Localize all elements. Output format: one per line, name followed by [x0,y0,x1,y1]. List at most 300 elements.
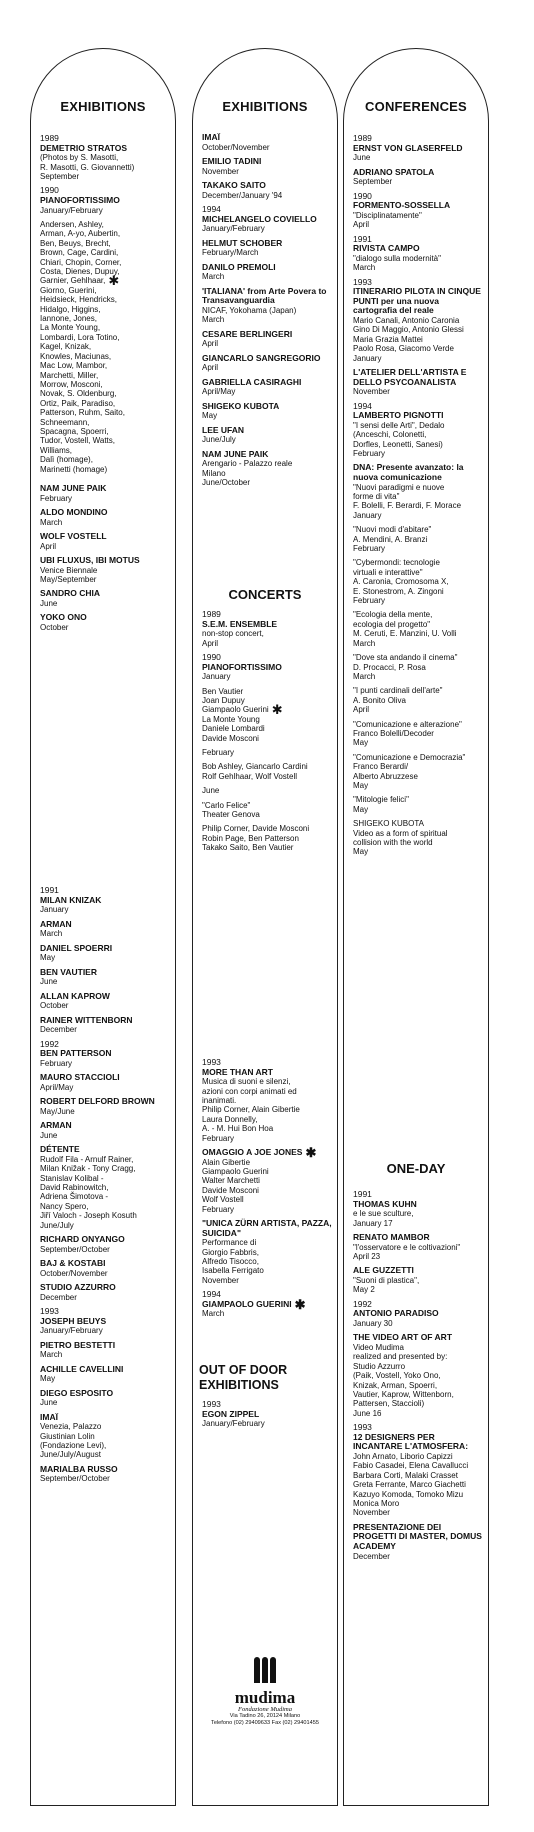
entry-line [40,929,171,938]
entry-line [202,1134,333,1143]
entry-line [40,436,171,445]
entry-line [202,248,333,257]
entry-line [353,1352,484,1361]
entry-line [40,1269,171,1278]
entry-line-text: Dorfles, Leonetti, Sanesi) [353,439,443,449]
entry-name [40,1413,171,1423]
entry-line-text: Giustinian Lolin [40,1431,95,1441]
entry-line-text: March [202,1309,225,1319]
exhibitions-list-1a [40,129,171,637]
entry-line [353,335,484,344]
entry-year: 1991 [40,885,59,895]
entry-line [40,295,171,304]
entry-line [202,167,333,176]
entry-line-text: December/January '94 [202,190,283,200]
entry-line-text: May [353,780,369,790]
entry-line-text: November [353,1508,390,1518]
entry-line-text: February [353,596,386,606]
list-item [202,801,333,820]
entry-name-text: IMAÏ [40,1411,58,1422]
entry-line-text: October/November [40,1268,108,1278]
entry-line-text: virtuali e interattive" [353,567,423,577]
entry-line [202,435,333,444]
entry-name [40,1341,171,1351]
entry-line [202,748,333,757]
entry-name-text: RICHARD ONYANGO [40,1234,125,1245]
entry-line-text: Venezia, Palazzo [40,1422,102,1432]
entry-name-text: ITINERARIO PILOTA IN CINQUE PUNTI per una nuova cartografia del reale [353,286,481,316]
entry-name [40,920,171,930]
entry-line-text: December [353,1551,390,1561]
list-item [353,402,484,459]
entry-line-text: "Mitologie felici" [353,795,409,805]
entry-line [202,1115,333,1124]
list-item [353,1233,484,1261]
entry-line [40,1164,171,1173]
entry-line-text: June [40,977,58,987]
list-item [202,402,333,421]
list-item [353,720,484,748]
entry-line-text: September [40,172,80,181]
entry-year: 1994 [202,1289,221,1300]
entry-line-text: Greta Ferrante, Marco Giachetti [353,1480,466,1490]
entry-line-text: realized and presented by: [353,1352,448,1362]
entry-line [40,371,171,380]
entry-line-text: Giorgio Fabbris, [202,1247,259,1257]
list-item [202,1400,333,1429]
entry-name [40,1259,171,1269]
list-item [40,1389,171,1408]
entry-line [40,1474,171,1483]
entry-line [40,1083,171,1092]
entry-line-text: Maria Grazia Mattei [353,334,423,344]
entry-line [40,361,171,370]
entry-line-text: Monica Moro [353,1499,400,1509]
entry-line-text: Walter Marchetti [202,1176,260,1186]
entry-line [40,399,171,408]
entry-line-text: December [40,1292,77,1302]
entry-line-text: Arman, A-yo, Aubertin, [40,229,121,239]
entry-line-text: Costa, Dienes, Dupuy, [40,267,120,277]
entry-name-text: ANTONIO PARADISO [353,1308,439,1319]
list-item [202,1290,333,1319]
entry-line [353,781,484,790]
entry-line-text: D. Procacci, P. Rosa [353,662,426,672]
entry-name-text: DIEGO ESPOSITO [40,1387,114,1398]
entry-line [353,596,484,605]
entry-year: 1991 [353,1189,372,1199]
list-item [40,1016,171,1035]
entry-line [202,339,333,348]
entry-name-text: PIANOFORTISSIMO [40,195,120,205]
entry-line-text: (Paik, Vostell, Yoko Ono, [353,1371,441,1381]
entry-year: 1993 [353,276,372,287]
list-item [202,239,333,258]
entry-line [353,672,484,681]
entry-line-text: Davide Mosconi [202,1185,259,1195]
entry-name [202,287,333,306]
list-item [202,786,333,795]
list-item [353,463,484,520]
entry-name-text: WOLF VOSTELL [40,530,107,541]
entry-line-text: Arengario - Palazzo reale [202,459,293,469]
entry-line [40,1211,171,1220]
entry-line-text: Spacagna, Spoerri, [40,426,109,436]
entry-line [202,1087,333,1096]
entry-line-text: forme di vita" [353,492,400,501]
entry-name-text: EGON ZIPPEL [202,1408,260,1419]
entry-line [353,753,484,762]
entry-line-text: Venice Biennale [40,565,98,575]
entry-name-text: UBI FLUXUS, IBI MOTUS [40,554,140,565]
entry-line [202,1205,333,1214]
entry-line [40,323,171,332]
entry-line-text: May/September [40,574,97,584]
entry-name [202,354,333,364]
entry-line-text: "Nuovi paradigmi e nuove [353,482,445,492]
entry-name [40,589,171,599]
outdoor-list [202,1395,333,1434]
entry-line [40,1245,171,1254]
entry-line-text: May/June [40,1106,75,1116]
entry-line-text: March [202,272,225,282]
list-item [40,992,171,1011]
entry-line [40,258,171,267]
entry-line-text: December [40,1025,77,1035]
entry-line-text: January/February [202,1419,265,1429]
entry-name [40,992,171,1002]
conferences-list [353,129,484,862]
entry-line [353,568,484,577]
entry-line-text: Robin Page, Ben Patterson [202,833,299,843]
entry-name [202,1296,333,1312]
entry-line-text: Lombardi, Lora Totino, [40,332,120,342]
entry-name-text: ALE GUZZETTI [353,1265,414,1276]
entry-year: 1989 [202,609,221,619]
entry-name-text: EMILIO TADINI [202,156,262,166]
entry-line [40,977,171,986]
entry-line [40,273,171,289]
list-item [40,1259,171,1278]
entry-line [353,1209,484,1218]
list-item [202,1144,333,1214]
entry-line [353,686,484,695]
entry-name [353,1333,484,1343]
entry-year: 1994 [353,400,372,411]
entry-line-text: Musica di suoni e silenzi, [202,1077,291,1087]
entry-line [40,1202,171,1211]
entry-name-text: DEMETRIO STRATOS [40,142,128,153]
entry-name [40,1073,171,1083]
entry-line-text: Rolf Gehlhaar, Wolf Vostell [202,771,298,781]
entry-line [353,620,484,629]
entry-line-text: Video Mudima [353,1343,404,1352]
entry-line-text: NICAF, Yokohama (Japan) [202,305,297,315]
entry-name-text: YOKO ONO [40,612,87,623]
entry-name [202,157,333,167]
entry-line-text: "dialogo sulla modernità" [353,253,441,263]
entry-name-text: CESARE BERLINGERI [202,328,293,339]
exhibitions-column-2 [192,48,338,1806]
entry-line [202,687,333,696]
entry-line-text: Dalì (homage), [40,455,93,465]
entry-line [40,1107,171,1116]
entry-line-text: October [40,622,69,632]
entry-line-text: M. Ceruti, E. Manzini, U. Volli [353,629,457,639]
entry-line [353,738,484,747]
entry-line-text: F. Bolelli, F. Berardi, F. Morace [353,501,462,511]
entry-line [353,1243,484,1252]
entry-line [353,829,484,838]
entry-name-text: ALLAN KAPROW [40,990,110,1001]
list-item [202,610,333,648]
entry-line [353,254,484,263]
entry-name [353,168,484,178]
entry-line-text: Studio Azzurro [353,1361,406,1371]
list-item [40,1040,171,1069]
entry-line-text: Franco Berardi/ [353,762,409,772]
entry-line-text: Knowles, Maciunas, [40,351,112,361]
entry-name [40,1097,171,1107]
entry-line [40,542,171,551]
entry-line [40,352,171,361]
entry-name-text: NAM JUNE PAIK [40,482,107,493]
entry-line-text: Hidalgo, Higgins, [40,304,101,314]
entry-line-text: February [40,493,73,503]
entry-line [202,824,333,833]
entry-line [353,1371,484,1380]
entry-line-text: June [40,1398,58,1408]
list-item [40,134,171,181]
entry-line-text: April/May [202,387,236,397]
entry-line-text: June/July/August [40,1450,101,1460]
entry-name-text: STUDIO AZZURRO [40,1282,116,1293]
entry-line-text: November [202,166,239,176]
entry-name-text: MICHELANGELO COVIELLO [202,213,317,224]
entry-year: 1989 [40,133,59,143]
entry-name-text: MARIALBA RUSSO [40,1463,118,1474]
entry-line-text: E. Stonestrom, A. Zingoni [353,586,444,596]
entry-line [353,587,484,596]
entry-name-text: ERNST VON GLASERFELD [353,142,463,153]
entry-line-text: Mario Canali, Antonio Caronia [353,315,460,325]
entry-line [353,805,484,814]
entry-name [202,1219,333,1238]
entry-line [202,810,333,819]
entry-line-text: April [202,638,219,648]
list-item [40,944,171,963]
entry-name-text: BAJ & KOSTABI [40,1258,106,1269]
entry-name-text: ACHILLE CAVELLINI [40,1363,124,1374]
list-item [353,168,484,187]
entry-line [202,1248,333,1257]
entry-name-text: DANILO PREMOLI [202,261,276,272]
entry-year: 1990 [202,652,221,662]
entry-name [202,133,333,143]
entry-line-text: October/November [202,142,270,152]
entry-line-text: Fabio Casadei, Elena Cavallucci [353,1461,469,1471]
list-item [40,220,171,474]
entry-name [40,144,171,154]
entry-name [40,532,171,542]
list-item [353,1190,484,1228]
entry-line [202,715,333,724]
entry-line-text: "Disciplinatamente" [353,210,422,220]
entry-line [202,1176,333,1185]
list-item [40,589,171,608]
entry-name-text: 'ITALIANA' from Arte Povera to Transavanguardia [202,285,327,306]
entry-name-text: OMAGGIO A JOE JONES [202,1147,303,1158]
entry-line-text: Marinetti (homage) [40,464,108,474]
entry-line [40,1422,171,1431]
entry-name-text: THOMAS KUHN [353,1198,417,1209]
entry-line [353,421,484,430]
oneday-title: ONE-DAY [386,1161,446,1176]
entry-line [353,1471,484,1480]
entry-line-text: May [40,953,56,963]
entry-line [353,316,484,325]
entry-line [202,1257,333,1266]
list-item [353,1266,484,1294]
entry-line-text: Bob Ashley, Giancarlo Cardini [202,762,308,772]
list-item [40,613,171,632]
entry-line [202,672,333,681]
entry-line-text: A. Bonito Oliva [353,695,406,705]
entry-line [202,724,333,733]
entry-line-text: Wolf Vostell [202,1195,244,1205]
entry-line-text: September [353,177,393,187]
entry-line-text: "I sensi delle Arti", Dedalo [353,420,445,430]
entry-line [353,720,484,729]
entry-name-text: GIANCARLO SANGREGORIO [202,352,321,363]
entry-line-text: April [353,705,370,715]
entry-line [353,838,484,847]
entry-line [353,1409,484,1418]
entry-line-text: Garnier, Gehlhaar, [40,276,106,286]
list-item [202,354,333,373]
list-item [353,686,484,714]
outdoor-title-block [199,1363,333,1393]
entry-name-text: ARMAN [40,1120,72,1131]
list-item [40,920,171,939]
entry-line-text: Kazuyo Komoda, Tomoko Mizu [353,1489,464,1499]
entry-line-text: "I punti cardinali dell'arte" [353,686,443,696]
entry-year: 1993 [202,1057,221,1067]
entry-line-text: March [353,263,376,273]
entry-year: 1990 [40,185,59,196]
entry-line-text: June/July [202,435,236,445]
entry-line [202,1266,333,1275]
entry-line [353,344,484,353]
entry-line-text: "Dove sta andando il cinema" [353,653,458,663]
entry-line [40,1192,171,1201]
entry-line [353,1362,484,1371]
entry-line-text: Iannone, Jones, [40,314,97,324]
entry-name-text: RIVISTA CAMPO [353,243,420,254]
asterisk-icon: ✱ [305,1144,317,1160]
entry-line [353,772,484,781]
list-item [40,1235,171,1254]
entry-line [40,427,171,436]
entry-name [40,1016,171,1026]
entry-line [353,263,484,272]
mudima-logo-mark [254,1657,276,1683]
list-item [40,1341,171,1360]
entry-line-text: SHIGEKO KUBOTA [353,819,424,829]
entry-name-text: GABRIELLA CASIRAGHI [202,376,302,387]
entry-line-text: (Photos by S. Masotti, [40,153,119,163]
entry-line-text: Alberto Abruzzese [353,771,418,781]
entry-line [202,702,333,718]
entry-line-text: June [40,598,58,608]
entry-line [353,1219,484,1228]
entry-line-text: June [353,153,371,163]
entry-year: 1991 [353,233,372,244]
list-item [353,525,484,553]
list-item [40,1097,171,1116]
entry-line [202,478,333,487]
entry-line [353,492,484,501]
entry-line-text: Heidsieck, Hendricks, [40,295,117,305]
entry-line [202,696,333,705]
list-item [353,1333,484,1418]
list-item [202,762,333,781]
entry-name [353,201,484,211]
entry-line [353,762,484,771]
entry-name [40,1283,171,1293]
entry-line [40,314,171,323]
entry-line-text: January/February [40,205,103,215]
entry-line-text: September/October [40,1244,110,1254]
entry-line [202,387,333,396]
entry-line [40,305,171,314]
entry-line-text: Giorno, Guerini, [40,285,97,295]
entry-name [353,1309,484,1319]
entry-line [202,1309,333,1318]
list-item [202,133,333,152]
entry-name [40,1049,171,1059]
entry-line [353,1399,484,1408]
entry-name [202,1144,333,1160]
entry-name-text: "UNICA ZÜRN ARTISTA, PAZZA, SUICIDA" [202,1218,332,1238]
entry-name [353,1200,484,1210]
entry-line [40,248,171,257]
entry-line [353,325,484,334]
entry-line-text: January [353,510,382,520]
entry-line-text: May [353,804,369,814]
entry-name [40,1365,171,1375]
list-item [202,287,333,325]
asterisk-icon: ✱ [108,273,120,289]
list-item [40,508,171,527]
entry-line [40,905,171,914]
entry-year: 1994 [202,204,221,214]
entry-name-text: FORMENTO-SOSSELLA [353,200,451,211]
entry-line-text: March [202,315,225,325]
entry-name-text: DÉTENTE [40,1144,80,1155]
entry-line [202,1419,333,1428]
entry-line [40,1398,171,1407]
entry-line [40,408,171,417]
entry-line-text: January 17 [353,1218,393,1228]
entry-line [40,1059,171,1068]
list-item [353,278,484,363]
entry-line-text: A. Caronia, Cromosoma X, [353,577,449,587]
entry-name-text: L'ATELIER DELL'ARTISTA E DELLO PSYCOANALISTA [353,367,467,387]
entry-line-text: A. - M. Hui Bon Hoa [202,1124,274,1134]
entry-line-text: collision with the world [353,838,433,847]
list-item [202,1219,333,1285]
